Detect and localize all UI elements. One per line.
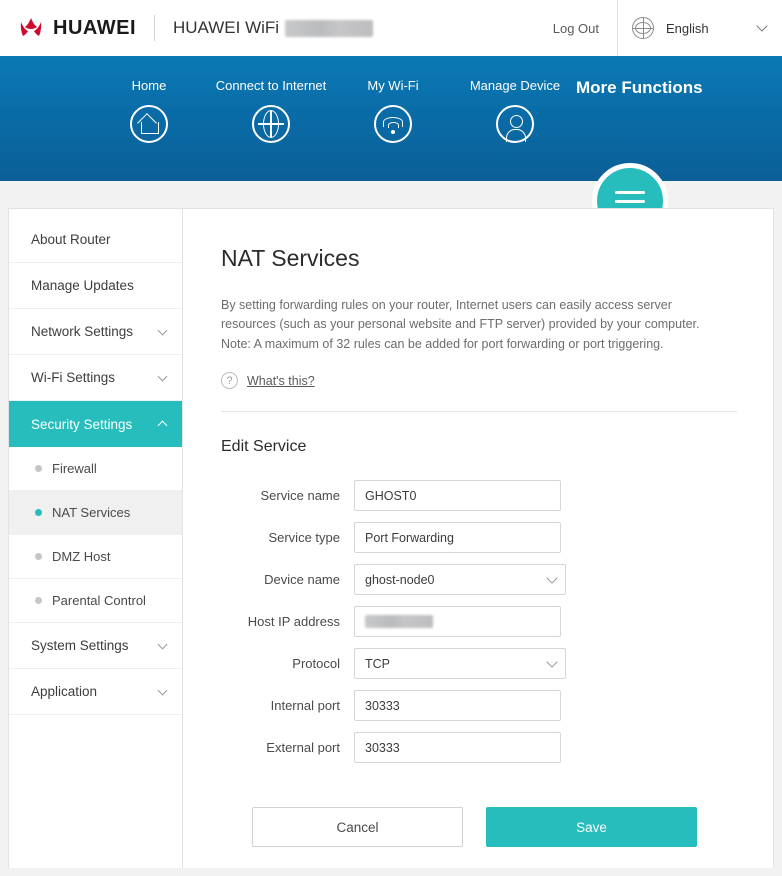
bullet-icon [35,553,42,560]
form-row-device-name [221,564,737,595]
button-row [221,807,737,847]
form-row-host-ip [221,606,737,637]
sidebar-label-system-settings: System Settings [31,638,129,653]
sidebar-label-application: Application [31,684,98,699]
sidebar-item-manage-updates[interactable] [9,263,182,309]
form-row-internal-port [221,690,737,721]
sidebar-item-system-settings[interactable] [9,623,182,669]
chevron-down-icon [546,656,557,667]
sidebar-label-wifi-settings: Wi-Fi Settings [31,370,116,385]
sidebar-item-application[interactable] [9,669,182,715]
section-title-edit-service: Edit Service [221,438,307,456]
huawei-brand-text: HUAWEI [53,16,136,39]
chevron-down-icon [756,20,767,31]
sidebar-item-nat-services[interactable] [9,491,182,535]
sidebar-item-security-settings[interactable] [9,401,182,447]
protocol-value: TCP [365,656,390,671]
page-description: By setting forwarding rules on your router, Internet users can easily access server resources (such as your personal website and FTP server) provided by your computer. Note: A maximum of 32 rules can be added for port forwarding or port triggering. [221,298,700,351]
language-label: English [666,20,709,36]
nav-item-my-wifi[interactable] [332,56,454,143]
internal-port-input[interactable]: 30333 [354,690,561,721]
bullet-icon [35,597,42,604]
sidebar-item-dmz-host[interactable] [9,535,182,579]
page-title: NAT Services [221,245,360,271]
sidebar-label-firewall: Firewall [52,461,97,476]
globe-icon [252,105,290,143]
label-service-name: Service name [260,488,340,504]
sidebar-item-about-router[interactable] [9,217,182,263]
protocol-select[interactable] [354,648,566,679]
service-name-input[interactable]: GHOST0 [354,480,561,511]
whats-this-row [221,372,737,412]
nav-item-more-functions[interactable] [576,56,703,110]
external-port-input[interactable]: 30333 [354,732,561,763]
form-row-service-name [221,480,737,511]
nav-label-manage-device: Manage Device [469,78,561,93]
nav-item-home[interactable] [88,56,210,143]
nav-label-connect: Connect to Internet [215,78,327,93]
label-external-port: External port [266,740,340,756]
service-type-value: Port Forwarding [354,522,561,553]
label-device-name: Device name [264,572,340,588]
chevron-up-icon [158,421,168,431]
top-bar-right [553,0,782,56]
globe-icon [632,17,654,39]
content-panel [8,208,774,868]
sidebar-label-manage-updates: Manage Updates [31,278,134,293]
label-internal-port: Internal port [270,698,340,714]
logout-button[interactable]: Log Out [552,20,599,36]
host-ip-redacted [365,615,433,628]
nav-item-connect-to-internet[interactable] [210,56,332,143]
wifi-icon [374,105,412,143]
form-row-service-type [221,522,737,553]
save-button[interactable]: Save [486,807,697,847]
host-ip-input[interactable] [354,606,561,637]
nav-item-manage-device[interactable] [454,56,576,143]
top-bar [0,0,782,56]
huawei-logo[interactable] [18,16,136,40]
sidebar-item-network-settings[interactable] [9,309,182,355]
device-name-select[interactable] [354,564,566,595]
cancel-button[interactable]: Cancel [252,807,463,847]
label-service-type: Service type [268,530,340,546]
chevron-down-icon [546,572,557,583]
nav-items [0,56,782,143]
router-title-text: HUAWEI WiFi [173,18,280,37]
language-selector[interactable] [617,0,782,56]
sidebar-label-nat-services: NAT Services [52,505,131,520]
nav-label-home: Home [131,78,167,93]
huawei-flower-icon [18,16,44,40]
sidebar-label-security-settings: Security Settings [31,416,133,432]
sidebar-item-firewall[interactable] [9,447,182,491]
chevron-down-icon [158,371,168,381]
sidebar-label-network-settings: Network Settings [31,324,134,339]
sidebar-label-parental-control: Parental Control [52,593,146,608]
chevron-down-icon [158,685,168,695]
user-icon [496,105,534,143]
router-title [173,18,373,38]
nav-label-more-functions: More Functions [576,78,703,97]
bullet-icon [35,465,42,472]
sidebar-item-parental-control[interactable] [9,579,182,623]
chevron-down-icon [158,639,168,649]
header-divider [154,15,155,41]
label-host-ip-address: Host IP address [247,614,340,630]
sidebar-label-about-router: About Router [31,232,111,247]
sidebar-item-wifi-settings[interactable] [9,355,182,401]
sidebar-label-dmz-host: DMZ Host [52,549,111,564]
sidebar [9,209,183,868]
main-nav [0,56,782,181]
main-content [183,209,773,868]
question-icon: ? [221,372,238,389]
router-name-redacted [285,20,373,37]
bullet-icon [35,509,42,516]
home-icon [130,105,168,143]
chevron-down-icon [158,325,168,335]
form-row-external-port [221,732,737,763]
label-protocol: Protocol [292,656,340,672]
form-row-protocol [221,648,737,679]
whats-this-link[interactable]: What's this? [247,373,315,388]
nav-label-my-wifi: My Wi-Fi [367,78,419,93]
device-name-value: ghost-node0 [365,572,435,587]
